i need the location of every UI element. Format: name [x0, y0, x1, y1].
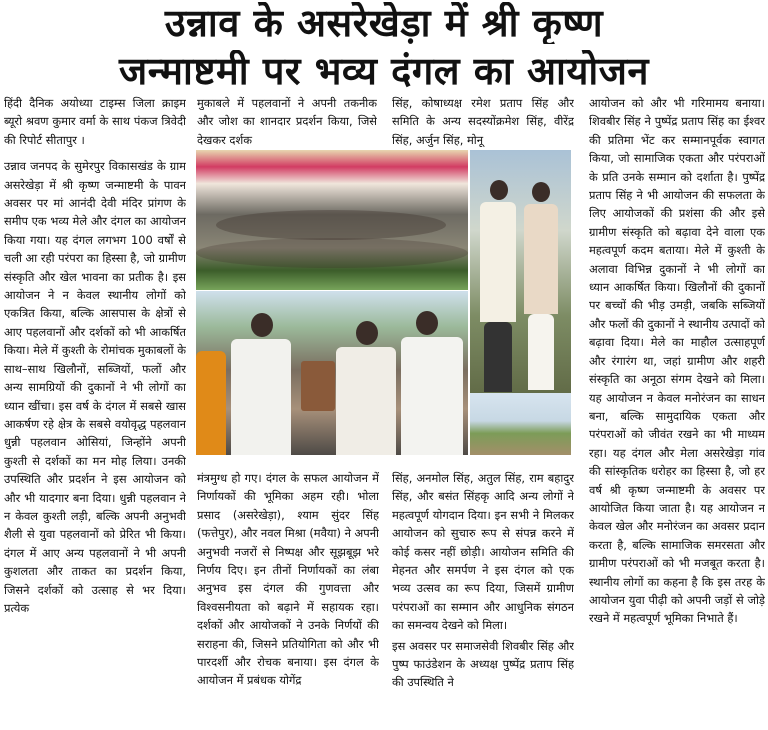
wrestling-ground-photo — [470, 393, 571, 455]
article-column-3-top — [392, 94, 574, 150]
body-paragraph: इस अवसर पर समाजसेवी शिवबीर सिंह और पुष्प फाउंडेशन के अध्यक्ष पुष्पेंद्र प्रताप सिंह की उपस्थिति ने — [392, 638, 574, 690]
crowd-photo — [196, 150, 468, 290]
body-paragraph: मंत्रमुग्ध हो गए। दंगल के सफल आयोजन में निर्णायकों की भूमिका अहम रही। भोला प्रसाद (असरेखेड़ा), श्याम सुंदर सिंह (फत्तेपुर), और नवल मिश्रा (मवैया) ने अपनी अनुभवी नजरों से निष्पक्ष और सूझबूझ भरे निर्णय दिए। इन तीनों निर्णायकों का लंबा अनुभव इस दंगल की गुणवत्ता और विश्वसनीयता को बढ़ाने में सहायक रहा। दर्शकों और आयोजकों ने उनके निर्णयों की सराहना की, जिसने प्रतियोगिता को और भी पारदर्शी और रोचक बनाया। इस दंगल के आयोजन में प्रबंधक योगेंद्र — [197, 471, 379, 688]
article-column-1 — [4, 94, 186, 728]
body-paragraph: सिंह, कोषाध्यक्ष रमेश प्रताप सिंह और समिति के अन्य सदस्योंक्रमेश सिंह, वीरेंद्र सिंह, अर्जुन सिंह, मोनू — [392, 96, 574, 147]
body-paragraph: आयोजन को और भी गरिमामय बनाया। शिवबीर सिंह ने पुष्पेंद्र प्रताप सिंह का ईश्वर की प्रतिमा भेंट कर सम्मानपूर्वक स्वागत किया, जो सामाजिक एकता और परंपराओं के प्रति उनके सम्मान को दर्शाता है। पुष्पेंद्र प्रताप सिंह ने भी आयोजन की सफलता के लिए आयोजकों की प्रशंसा की और इसे ग्रामीण संस्कृति को बढ़ावा देने वाला एक महत्वपूर्ण कदम बताया। मेले में कुश्ती के अलावा विभिन्न दुकानों ने भी लोगों का ध्यान आकर्षित किया। खिलौनों की दुकानों पर बच्चों की भीड़ उमड़ी, जबकि सब्जियों और फलों की दुकानों ने स्थानीय उत्पादों को बढ़ावा दिया। मेले का माहौल उत्साहपूर्ण और रंगारंग था, जहां ग्रामीण और शहरी संस्कृति का अनूठा संगम देखने को मिला। यह आयोजन न केवल मनोरंजन का साधन बना, बल्कि सामुदायिक एकता और परंपराओं को जीवंत रखने का भी माध्यम रहा। यह दंगल और मेला असरेखेड़ा गांव की सांस्कृतिक धरोहर का हिस्सा है, जो हर वर्ष श्री कृष्ण जन्माष्टमी के अवसर पर आयोजित किया जाता है। यह आयोजन न केवल खेल और मनोरंजन का अवसर प्रदान करता है, बल्कि सामाजिक समरसता और ग्रामीण परंपराओं को भी मजबूत करता है। स्थानीय लोगों का कहना है कि इस तरह के आयोजन युवा पीढ़ी को अपनी जड़ों से जोड़े रखने में महत्वपूर्ण भूमिका निभाते हैं। — [589, 96, 765, 626]
headline-line-1: उन्नाव के असरेखेड़ा में श्री कृष्ण — [164, 2, 604, 44]
body-paragraph: मुकाबले में पहलवानों ने अपनी तकनीक और जोश का शानदार प्रदर्शन किया, जिसे देखकर दर्शक — [197, 96, 377, 147]
article-column-2-top — [197, 94, 377, 150]
body-paragraph: उन्नाव जनपद के सुमेरपुर विकासखंड के ग्राम असरेखेड़ा में श्री कृष्ण जन्माष्टमी के पावन अवसर पर मां आनंदी देवी मंदिर प्रांगण के समीप एक भव्य मेले और दंगल का आयोजन किया गया। यह दंगल लगभग 100 वर्षों से चली आ रही परंपरा का हिस्सा है, जो ग्रामीण संस्कृति और खेल भावना का प्रतीक है। इस आयोजन ने न केवल स्थानीय लोगों को एकत्रित किया, बल्कि आसपास के क्षेत्रों से आए पहलवानों और दर्शकों को भी आकर्षित किया। मेले में कुश्ती के रोमांचक मुकाबलों के साथ–साथ खिलौनों, सब्जियों, फलों और अन्य सामग्रियों की दुकानों ने भी लोगों का ध्यान खींचा। इस वर्ष के दंगल में सबसे खास आकर्षण रहे क्षेत्र के सबसे वयोवृद्ध पहलवान धुन्नी पहलवान ओसियां, जिन्होंने अपनी कुश्ती से दर्शकों का मन मोह लिया। उनकी उपस्थिति और प्रदर्शन ने इस आयोजन को और भी यादगार बना दिया। धुन्नी पहलवान ने न केवल कुश्ती लड़ी, बल्कि अपनी अनुभवी शैली से युवा पहलवानों को प्रेरित भी किया। दंगल में आए अन्य पहलवानों ने भी अपनी कुशलता और ताकत का प्रदर्शन किया, जिसने दर्शकों को उत्साह से भर दिया। प्रत्येक — [4, 159, 186, 615]
headline-line-2: जन्माष्टमी पर भव्य दंगल का आयोजन — [119, 50, 649, 92]
article-column-4 — [589, 94, 765, 728]
article-column-2-bottom — [197, 469, 379, 729]
two-men-standing-photo — [470, 150, 571, 418]
award-felicitation-photo — [196, 291, 468, 455]
byline-paragraph: हिंदी दैनिक अयोध्या टाइम्स जिला क्राइम ब्यूरो श्रवण कुमार वर्मा के साथ पंकज त्रिवेदी की रिपोर्ट सीतापुर । — [4, 96, 186, 147]
article-column-3-bottom — [392, 469, 574, 729]
body-paragraph: सिंह, अनमोल सिंह, अतुल सिंह, राम बहादुर सिंह, और बसंत सिंहकृ आदि अन्य लोगों ने महत्वपूर्ण योगदान दिया। इन सभी ने मिलकर आयोजन को सुचारु रूप से संपन्न करने में कोई कसर नहीं छोड़ी। आयोजन समिति की मेहनत और समर्पण ने इस दंगल को एक भव्य उत्सव का रूप दिया, जिसमें ग्रामीण परंपराओं का सम्मान और आधुनिक संगठन का समन्वय देखने को मिला। — [392, 471, 574, 633]
